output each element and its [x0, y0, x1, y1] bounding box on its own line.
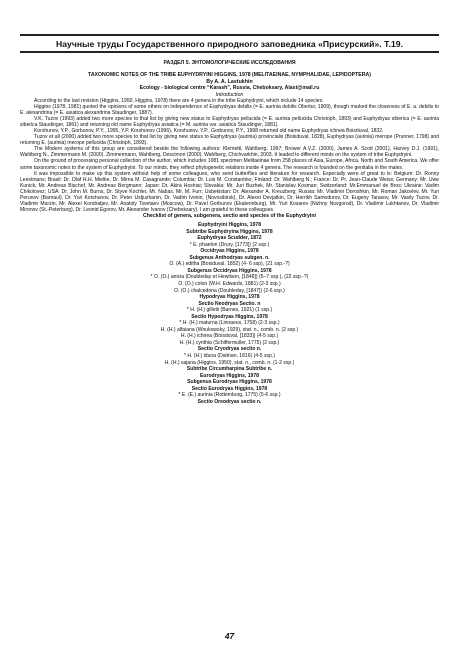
paragraph: Tuzov et all (2000) added two more species to that list by giving new status to Euphydryas (aurinia) provincialis (Boisduval, 1828), Euphydryas (aurinia) merope (Prunner, 1798) and returning E. (aurinia) merope pellucida (Christoph, 1893).: [20, 134, 439, 147]
taxon-entry: H. (H.) cynthia (Schiffermuller, 1775) (2 ssp.): [179, 339, 280, 346]
taxon-heading: Sectio Neodryas Sectio. n: [198, 300, 261, 307]
taxon-entry: H. (H.) ichnea (Boisduval, [1833]) (4-5 ssp.): [180, 333, 279, 340]
taxon-heading: Sectio Cryodryas sectio n.: [197, 346, 262, 353]
taxon-heading: Occidryas Higgins, 1978: [200, 248, 259, 255]
paragraph: On the ground of processing personal collection of the author, which includes 1081 specimen Melitaeinae from 258 places of Asia, Europe, Africa, North and South America. We offer some taxonomic notes to the system of Euphydryini. To our minds, they reflect phylogenetic relations inside 4 genera. The research is founded on the genitalia in the males.: [20, 158, 439, 171]
paragraph: It was impossible to make up this system without help of some colleagues, who send butterflies and literature for research. Especially were of great to is: Belgium: Dr. Ronny Leestmans; Brasil: Dr. Olaf H.H. Mielke, Dr. Mirna M. Casagrande; Columbia: Dr. Luis M. Constantino; Finland: Dr. Wahlberg N.; France: Dr. Pr. Jean-Claude Weiss; Germany: Mr. Uwe Kunick, Mr. Andreas Bischof, Mr. Andreas Bergmann; Japan: Dr. Akira Hoshiai; Slovakia: Mr. Juri Buzhek, Mr. Stanislav Kosman; Switzerland: Mr.Emmanuel de Bros; Ukraine: Vadim Chikolovez; USA: Dr. John M. Burns, Dr. Styve Kochler, Mr. Nabas, Mr. M. Furr; Usbekistan: Dr. Alexander A. Kreuzberg; Russia: Mr. Vladimir Doroshkin, Mr. Roman Jakovlev, Mr. Yuri Perunov (Barnaul), Dr. Yuri Korshunov, Dr. Peter Ustjuzhanin, Dr. Vadim Ivonin, (Novosibirsk), Dr. Alexei Devjatkin, Dr. Herrikh Samodurov, Dr. Eugeny Tarasov, Mr. Vasily Tuzov, Dr. Vladimir Murzin, Mr. Alexei Kondratjev, Mr. Anatoly Tsvetaev (Moscow), Dr. Pavel Gorbunov (Ekaterinburg), Mr. Yuri Kosarev (Nizhny Novgorod), Dr. Vladimir Lukhtanov, Dr. Vladimir Mironov (St.-Peterburg), Dr. Leonid Egorov, Mr. Alexander Ivanov (Cheboksary). I am grateful to these colleagues.: [20, 170, 439, 213]
taxon-heading: Subtribe Euphydryina Higgins, 1978: [186, 228, 273, 235]
page-content: [20, 34, 439, 405]
taxon-entry: * E. phaeton (Drury, [1773]) (2 ssp.): [189, 241, 270, 248]
taxon-heading: Euphydryini Higgins, 1978: [197, 222, 262, 229]
taxa-list: [20, 222, 439, 405]
taxon-entry: H. (H.) sajana (Higgins, 1950), stat. n., comb. n. (1-2 ssp.): [164, 359, 295, 366]
taxon-heading: Sectio Eurodryas Higgins, 1978: [191, 385, 268, 392]
taxon-heading: Euphydryas Scudder, 1872: [197, 235, 262, 242]
author: By A. A. Lastukhin: [206, 78, 253, 85]
taxon-heading: Subgenus Anthodryas subgen. n.: [189, 254, 270, 261]
taxon-entry: * H. (H.) gilletii (Barnes, 1921) (1 ssp.): [186, 307, 273, 314]
article-title: TAXONOMIC NOTES OF THE TRIBE EUPHYDRYINI HIGGINS, 1978 (MELITAEINAE, NYMPHALIDAE, LEPIDOPTERA): [88, 72, 371, 78]
body-text: [20, 98, 439, 213]
taxon-heading: Subtribe Circumharpina Subtribe n.: [186, 366, 273, 373]
taxon-entry: O. (O.) colon (W.H. Edwards, 1881) (2-3 ssp.): [178, 281, 281, 288]
taxon-entry: H. (H.) alfaiana (Wnukowsky, 1929), stat. n., comb. n. (2 ssp.): [160, 326, 299, 333]
checklist-heading: Checklist of genera, subgenera, sectio and species of the Euphydryini: [143, 212, 316, 219]
taxon-entry: O. (A.) editha (Boisduval, 1852) (4- 6 ssp), (21 ssp.-?): [169, 261, 290, 268]
taxon-entry: * E. (E.) aurinia (Rottemburg, 1775) (5-6 ssp.): [178, 392, 281, 399]
section-heading: РАЗДЕЛ 5. ЭНТОМОЛОГИЧЕСКИЕ ИССЛЕДОВАНИЯ: [163, 60, 296, 66]
taxon-heading: Sectio Oreodryas sectio n.: [197, 398, 262, 405]
affiliation: Ecology - biological centre “Karash”, Russia, Cheboksary, Alast@mail.ru: [139, 85, 320, 91]
paragraph: Higgins (1978, 1981) quoted the opinions of some others on independence of Euphydryas debilis (= E. aurinia debilis Obertur, 1909), though marked the closeness of E. a. debilis to E. alexandrina (= E. asiatica alexandrina Staudinger, 1887).: [20, 104, 439, 117]
taxon-entry: O. (O.) chalcedona (Doubleday, [1847]) (2-6 ssp.): [174, 287, 285, 294]
intro-heading: Introduction: [215, 92, 244, 98]
paragraph: The Modern systems of this group are considered beside the following authors: Klemetti, Wahlberg, 1997; Brower A.V.Z. (2000), James A. Scott (2001), Harvey D.J. (1991), Wahlberg N., Zimmermann M. (2000). Zimmermann, Wahlberg, Descimon (2000). Wahlberg, Chichvarkhin, 2003. It leaded to different minds on the system of tribe Euphydryini.: [20, 146, 439, 159]
journal-title: Научные труды Государственного природного заповедника «Присурский». Т.19.: [20, 34, 439, 53]
taxon-heading: Subgenus Eurodryas Higgins, 1978: [187, 379, 272, 386]
paragraph: V.K. Tuzov (1993) added two more species to that list by giving new status to Euphydryas pellucida (= E. aurinia pellucida Christoph, 1893) and Euphydryas siberica (= E. aurinia siberica Staudinger, 1861) and returning old name Euphydryas asiatica (= M. aurinia var. asiatica Staudinger, 1881).: [20, 116, 439, 129]
page-number: 47: [224, 631, 235, 641]
taxon-heading: Hypodryas Higgins, 1978: [199, 294, 260, 301]
taxon-entry: * H. (H.) maturna (Linnaeus, 1758) (2-3 ssp.): [179, 320, 280, 327]
taxon-entry: * H. (H.) iduna (Dalman, 1816) (4-5 ssp.): [184, 353, 275, 360]
taxon-heading: Subgenus Occidryas Higgins, 1978: [187, 267, 272, 274]
paragraph: According to the last revision (Higgins, 1950, Higgins, 1978) there are 4 genera in the tribe Euphydryini, which include 14 species.: [34, 98, 324, 104]
taxon-heading: Sectio Hypodryas Higgins, 1978: [191, 313, 268, 320]
paragraph: Korshunov, Y.P., Gorbunov, P.Y., 1995, Y.P. Korshunov (1996), Korshunov, Y.P., Gorbunov, P.Y., 1998 returned old name Euphydryas ichnea Boisduval, 1832.: [34, 128, 384, 135]
taxon-heading: Eurodryas Higgins, 1978: [200, 372, 259, 379]
taxon-entry: * O. (O.) anicia (Doubleday et Hewitson, [1848]) (5–7 ssp.), (22 ssp.-?): [150, 274, 309, 281]
